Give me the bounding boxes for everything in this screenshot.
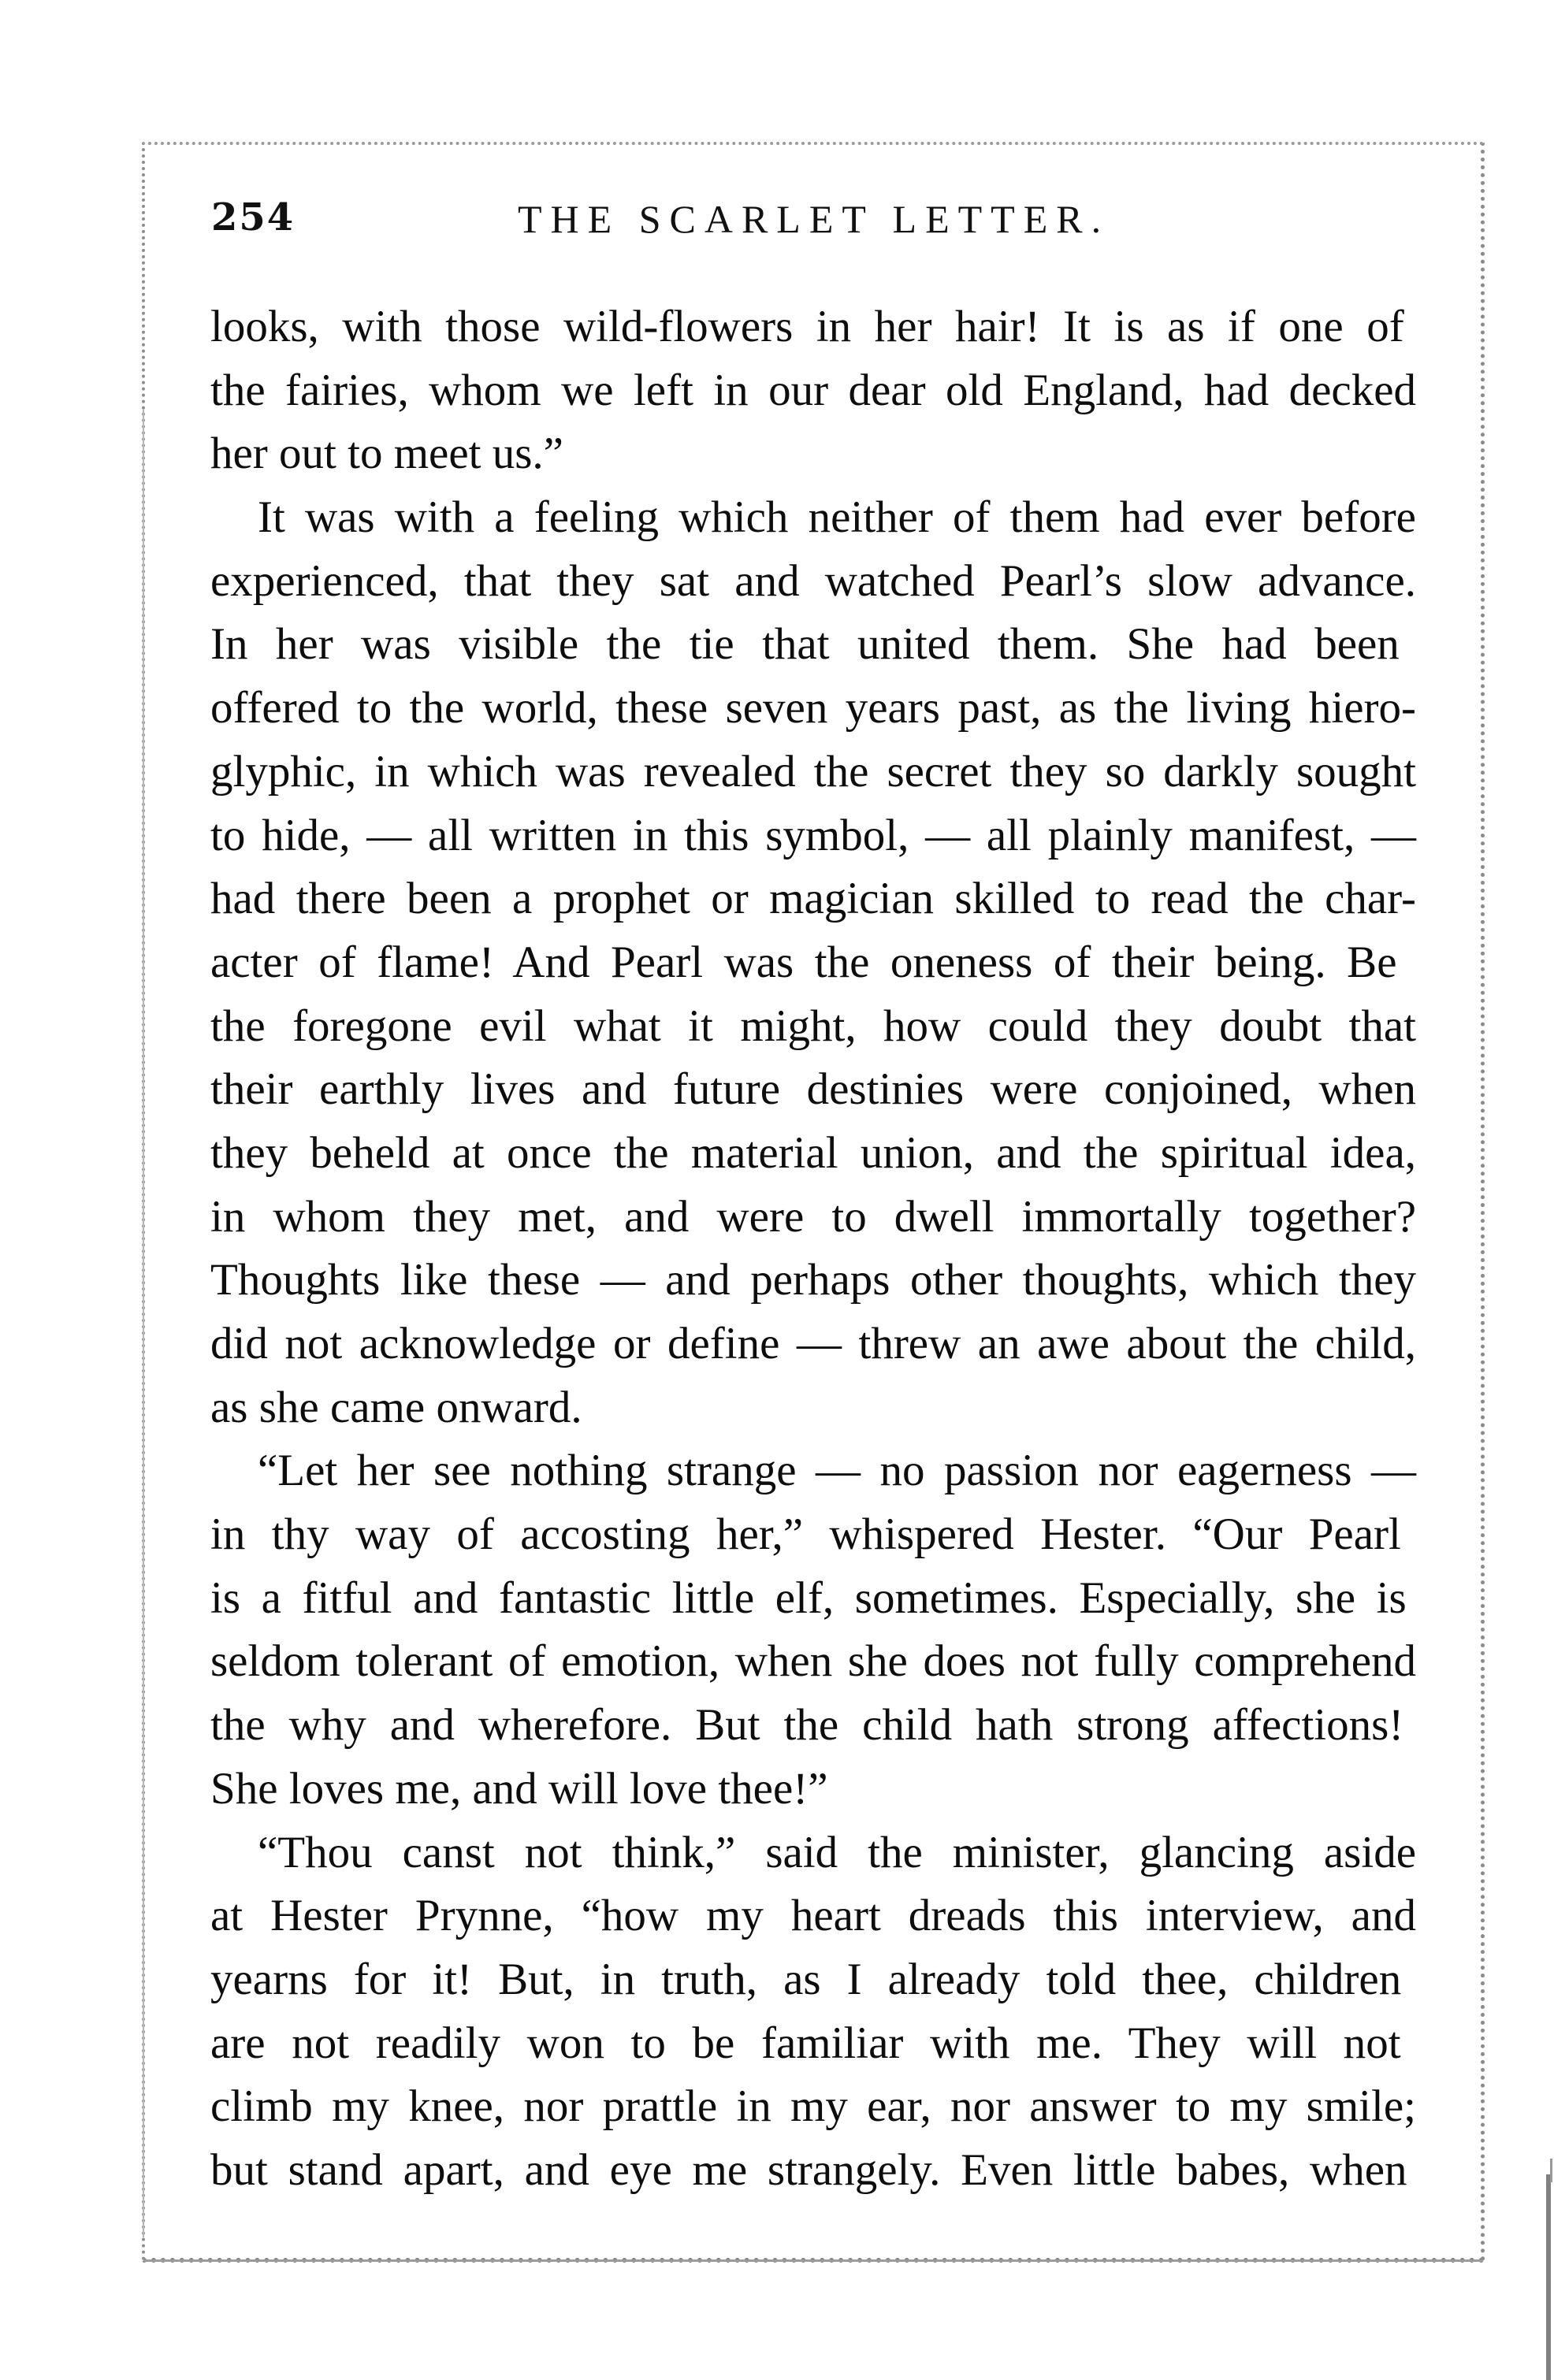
- text-line: as she came onward.: [210, 1382, 582, 1432]
- text-line: experienced, that they sat and watched Pearl’s slow advance.: [210, 555, 1416, 606]
- text-line: they beheld at once the material union, and the spiritual idea,: [210, 1127, 1416, 1178]
- text-line: “Thou canst not think,” said the minister, glancing aside: [258, 1827, 1416, 1877]
- scan-edge-artifact: [1546, 2174, 1551, 2380]
- text-line: the why and wherefore. But the child hath strong affections!: [210, 1700, 1404, 1751]
- text-line: seldom tolerant of emotion, when she does not fully comprehend: [210, 1636, 1416, 1687]
- page-border-bottom-rule: [143, 2259, 1483, 2262]
- text-line: yearns for it! But, in truth, as I already told thee, children: [210, 1954, 1402, 2004]
- text-line: In her was visible the tie that united them. She had been: [210, 619, 1400, 670]
- text-line: but stand apart, and eye me strangely. Even little babes, when: [210, 2144, 1407, 2195]
- text-line: her out to meet us.”: [210, 429, 563, 479]
- text-line: had there been a prophet or magician skilled to read the char-: [210, 874, 1416, 924]
- page-border-left-rule: [143, 410, 144, 2237]
- text-line: climb my knee, nor prattle in my ear, nor answer to my smile;: [210, 2081, 1416, 2132]
- text-line: is a fitful and fantastic little elf, sometimes. Especially, she is: [210, 1572, 1407, 1623]
- text-line: glyphic, in which was revealed the secret they so darkly sought: [210, 746, 1416, 796]
- body-text: [210, 295, 1416, 2203]
- text-line: the foregone evil what it might, how could they doubt that: [210, 1001, 1416, 1051]
- text-line: in whom they met, and were to dwell immortally together?: [210, 1191, 1416, 1242]
- text-line: the fairies, whom we left in our dear old England, had decked: [210, 365, 1416, 415]
- scan-edge-artifact-small: [1550, 2159, 1552, 2182]
- text-line: to hide, — all written in this symbol, — all plainly manifest, —: [210, 810, 1416, 860]
- text-line: “Let her see nothing strange — no passion nor eagerness —: [258, 1446, 1416, 1496]
- running-header: [0, 0, 1554, 252]
- page-number: 254: [211, 195, 296, 239]
- text-line: did not acknowledge or define — threw an awe about the child,: [210, 1319, 1416, 1368]
- text-line: acter of flame! And Pearl was the oneness of their being. Be: [210, 937, 1397, 987]
- text-line: at Hester Prynne, “how my heart dreads this interview, and: [210, 1891, 1416, 1941]
- text-line: in thy way of accosting her,” whispered Hester. “Our Pearl: [210, 1509, 1401, 1560]
- running-title: THE SCARLET LETTER.: [518, 197, 1110, 241]
- text-line: She loves me, and will love thee!”: [210, 1763, 828, 1814]
- text-line: offered to the world, these seven years past, as the living hiero-: [210, 683, 1416, 733]
- text-line: are not readily won to be familiar with me. They will not: [210, 2018, 1401, 2068]
- text-line: looks, with those wild-flowers in her hair! It is as if one of: [210, 302, 1404, 351]
- text-line: Thoughts like these — and perhaps other thoughts, which they: [210, 1255, 1416, 1305]
- text-line: It was with a feeling which neither of them had ever before: [258, 492, 1416, 543]
- text-line: their earthly lives and future destinies were conjoined, when: [210, 1064, 1416, 1115]
